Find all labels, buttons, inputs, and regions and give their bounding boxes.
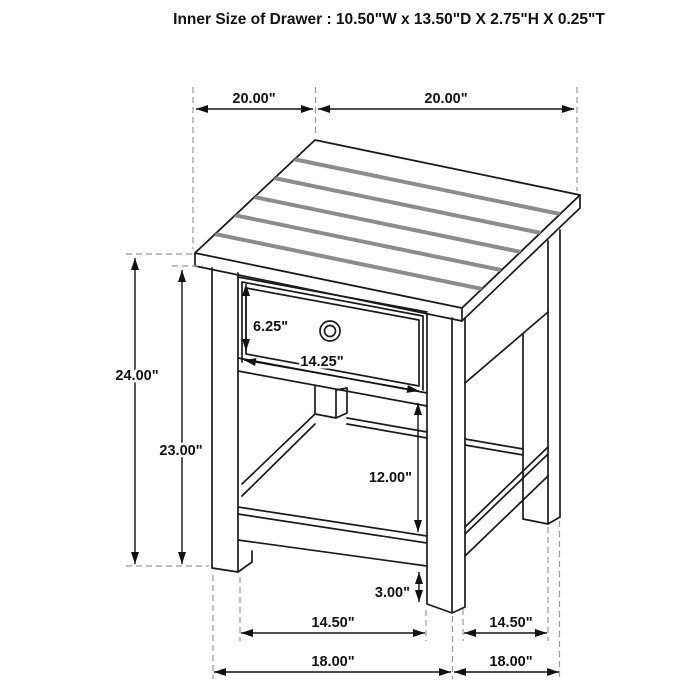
back-right-leg <box>523 230 560 524</box>
drawer-front <box>246 288 419 386</box>
dim-top-depth <box>196 91 313 109</box>
table-drawing <box>195 140 580 613</box>
shelf-front-lip <box>238 507 427 566</box>
dim-foot-clearance-label: 3.00" <box>374 585 410 601</box>
dim-top-width <box>318 91 574 109</box>
dim-side-opening-depth-label: 14.50" <box>489 615 533 631</box>
dim-side-opening-depth <box>464 615 547 633</box>
dim-front-opening-width <box>241 615 425 633</box>
dim-overall-height-label: 24.00" <box>115 368 159 384</box>
dim-overall-height <box>115 258 158 564</box>
dim-foot-clearance <box>375 572 419 602</box>
dim-drawer-face-width <box>244 354 419 391</box>
front-right-leg <box>427 314 465 613</box>
dim-body-height-label: 23.00" <box>159 443 203 459</box>
dim-front-opening-width-label: 14.50" <box>311 615 355 631</box>
dim-overall-width <box>214 654 451 672</box>
dim-overall-width-label: 18.00" <box>311 654 355 670</box>
dim-drawer-face-height-label: 6.25" <box>253 319 289 335</box>
dim-top-width-label: 20.00" <box>424 91 468 107</box>
dim-overall-depth-label: 18.00" <box>489 654 533 670</box>
shelf-side-lip <box>465 447 548 556</box>
dim-overall-depth <box>454 654 559 672</box>
dim-top-depth-label: 20.00" <box>232 91 276 107</box>
side-apron <box>465 312 548 383</box>
dim-drawer-face-width-label: 14.25" <box>300 354 344 370</box>
dim-shelf-clearance-label: 12.00" <box>368 470 412 486</box>
page-title: Inner Size of Drawer : 10.50"W x 13.50"D X 2.75"H X 0.25"T <box>173 11 605 28</box>
table-top <box>195 140 580 321</box>
drawer-knob-icon <box>320 321 340 341</box>
dim-body-height <box>159 270 202 564</box>
